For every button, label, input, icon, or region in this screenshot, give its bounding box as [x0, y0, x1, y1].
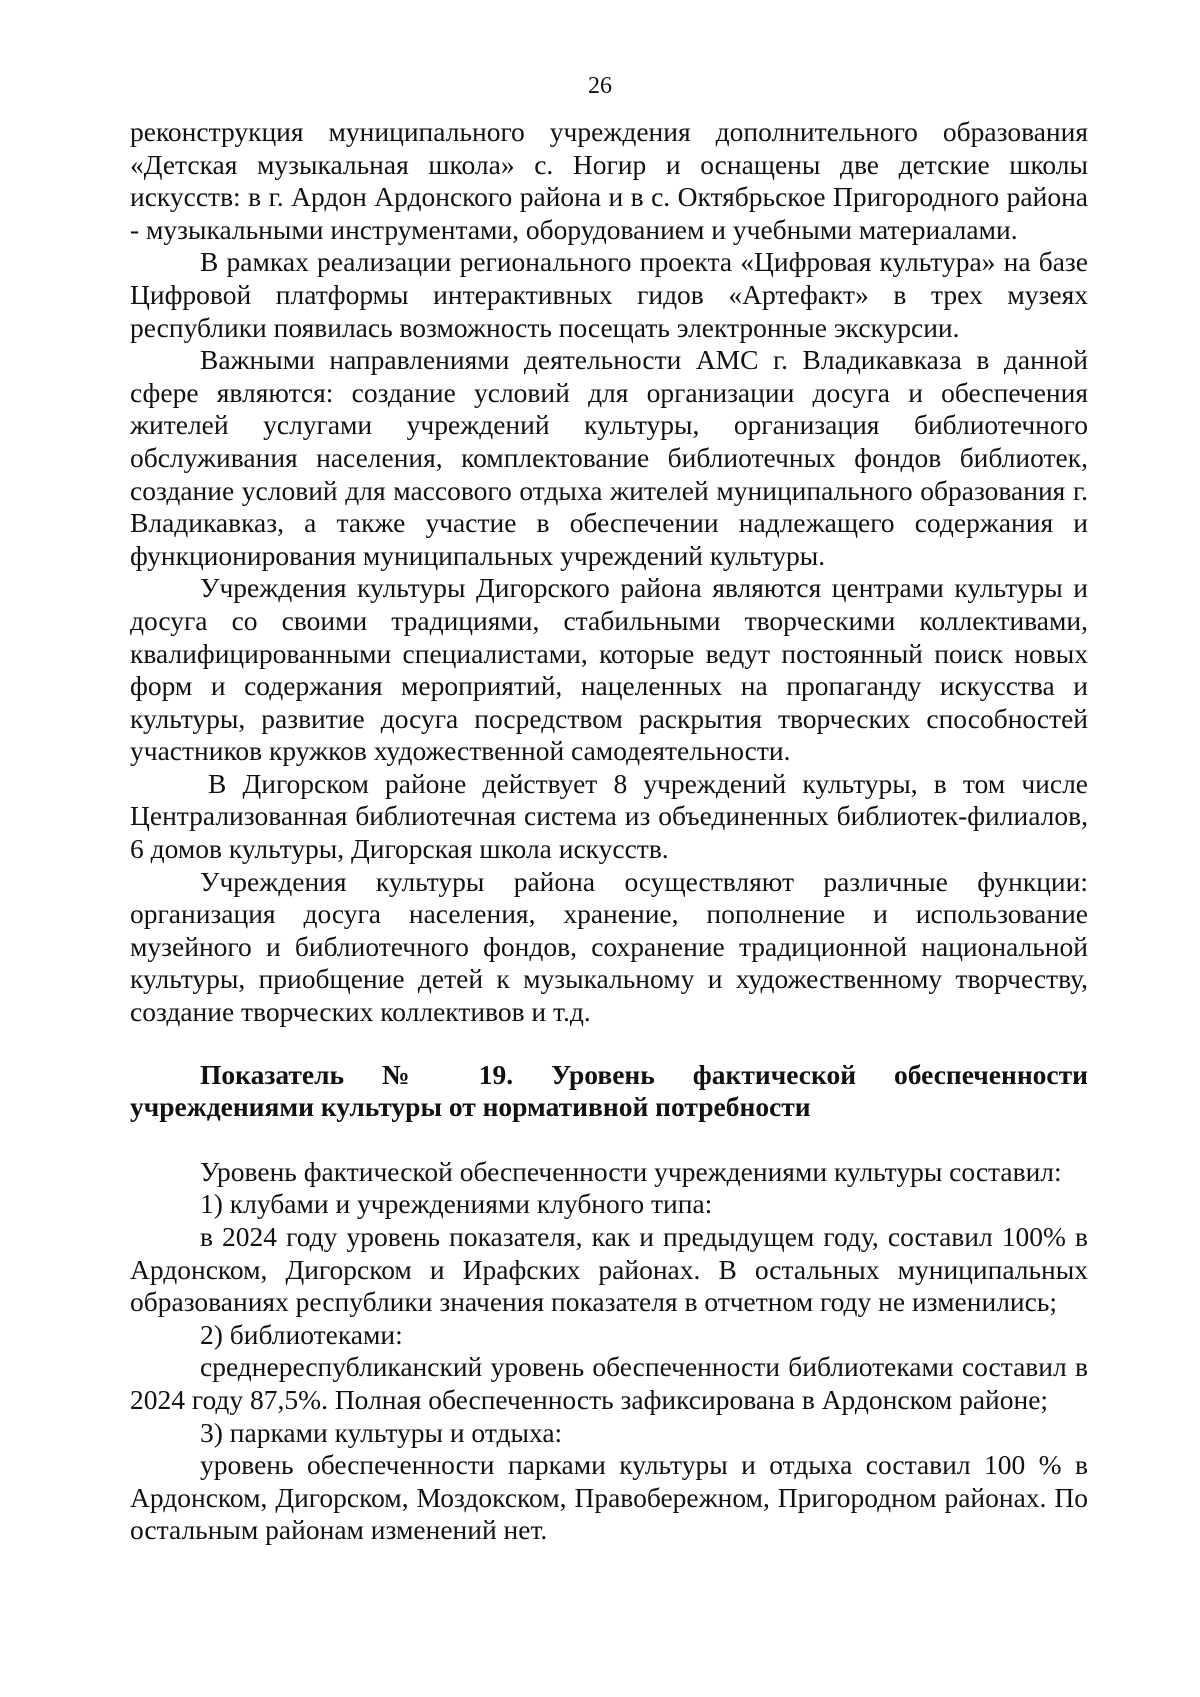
paragraph-digorsky-count: В Дигорском районе действует 8 учреждений культуры, в том числе Централизованная библиотечная система из объединенных библиотек-филиалов, 6 домов культуры, Дигорская школа искусств. — [130, 767, 1088, 865]
paragraph-reconstruction: реконструкция муниципального учреждения дополнительного образования «Детская музыкальная школа» с. Ногир и оснащены две детские школы искусств: в г. Ардон Ардонского района и в с. Октябрьское Пригородного района - музыкальными инструментами, оборудованием и учебными материалами. — [130, 116, 1088, 245]
section-parks-text: уровень обеспеченности парками культуры и отдыха составил 100 % в Ардонском, Дигорском, Моздокском, Правобережном, Пригородном районах. По остальным районам изменений нет. — [130, 1449, 1088, 1546]
section-item-clubs: 1) клубами и учреждениями клубного типа: — [200, 1188, 713, 1220]
section-libraries-text: среднереспубликанский уровень обеспеченности библиотеками составил в 2024 году 87,5%. Полная обеспеченность зафиксирована в Ардонском районе; — [130, 1351, 1088, 1415]
section-intro: Уровень фактической обеспеченности учреждениями культуры составил: — [200, 1155, 1062, 1187]
paragraph-functions: Учреждения культуры района осуществляют различные функции: организация досуга населения, хранение, пополнение и использование музейного и библиотечного фондов, сохранение традиционной национальной культуры, приобщение детей к музыкальному и художественному творчеству, создание творческих коллективов и т.д. — [130, 865, 1088, 1028]
section-heading-indicator-19: Показатель № 19. Уровень фактической обеспеченности учреждениями культуры от нормативной потребности — [130, 1058, 1088, 1123]
paragraph-vladikavkaz: Важными направлениями деятельности АМС г. Владикавказа в данной сфере являются: создание условий для организации досуга и обеспечения жителей услугами учреждений культуры, организация библиотечного обслуживания населения, комплектование библиотечных фондов библиотек, создание условий для массового отдыха жителей муниципального образования г. Владикавказ, а также участие в обеспечении надлежащего содержания и функционирования муниципальных учреждений культуры. — [130, 344, 1088, 571]
page-number: 26 — [588, 73, 612, 99]
section-clubs-text: в 2024 году уровень показателя, как и предыдущем году, составил 100% в Ардонском, Дигорском и Ирафских районах. В остальных муниципальных образованиях республики значения показателя в отчетном году не изменились; — [130, 1221, 1088, 1318]
paragraph-digorsky-institutions: Учреждения культуры Дигорского района являются центрами культуры и досуга со своими традициями, стабильными творческими коллективами, квалифицированными специалистами, которые ведут постоянный поиск новых форм и содержания мероприятий, нацеленных на пропаганду искусства и культуры, развитие досуга посредством раскрытия творческих способностей участников кружков художественной самодеятельности. — [130, 572, 1088, 767]
paragraph-digital-culture: В рамках реализации регионального проекта «Цифровая культура» на базе Цифровой платформы интерактивных гидов «Артефакт» в трех музеях республики появилась возможность посещать электронные экскурсии. — [130, 246, 1088, 343]
section-item-libraries: 2) библиотеками: — [200, 1318, 403, 1350]
section-item-parks: 3) парками культуры и отдыха: — [200, 1416, 563, 1448]
document-body — [130, 116, 1088, 1547]
